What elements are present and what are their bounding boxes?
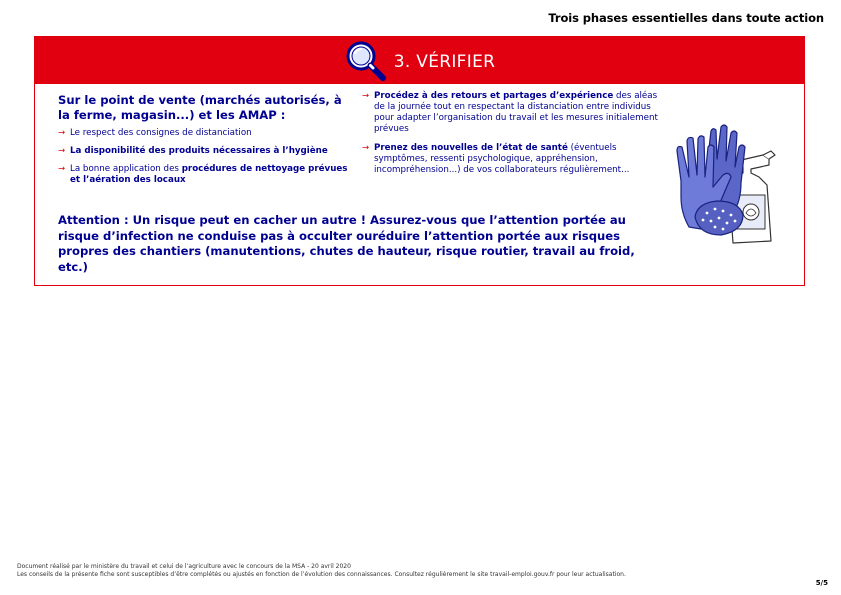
arrow-right-icon: → — [362, 143, 370, 153]
left-column — [58, 93, 348, 193]
footer-line: Document réalisé par le ministère du travail et celui de l’agriculture avec le concours de la MSA - 20 avril 2020 — [17, 563, 351, 570]
left-list — [58, 128, 348, 186]
item-text: La bonne application des — [70, 164, 182, 174]
verify-card — [34, 36, 805, 286]
arrow-right-icon: → — [58, 128, 66, 138]
list-item — [58, 146, 348, 157]
magnifier-icon — [344, 39, 388, 83]
footer-notes — [17, 563, 626, 578]
list-item — [58, 164, 348, 186]
list-item — [58, 128, 348, 139]
right-column — [362, 91, 662, 184]
item-text: (éventuels symptômes, ressenti psychologique, appréhension, incompréhension...) de vos collaborateurs régulièrement... — [374, 143, 630, 175]
list-item — [362, 143, 662, 176]
page-title: Trois phases essentielles dans toute action — [548, 11, 824, 25]
footer-line: Les conseils de la présente fiche sont susceptibles d’être complétés ou ajustés en fonction de l’évolution des connaissances. Consultez régulièrement le site travail-emploi.gouv.fr pour leur actualisation. — [17, 570, 626, 578]
item-text-bold: Procédez à des retours et partages d’expérience — [374, 91, 614, 101]
attention-note: Attention : Un risque peut en cacher un autre ! Assurez-vous que l’attention portée au risque d’infection ne conduise pas à occulter ouréduire l’attention portée aux risques propres des chantiers (manutentions, chutes de hauteur, risque routier, travail au froid, etc.) — [58, 213, 635, 274]
item-text: des aléas de la journée tout en respectant la distanciation entre individus pour adapter l’organisation du travail et les mesures initialement prévues — [374, 91, 658, 134]
right-list — [362, 91, 662, 176]
arrow-right-icon: → — [58, 164, 66, 174]
item-text-bold: Prenez des nouvelles de l’état de santé — [374, 143, 568, 153]
gloves-sponge-spray-icon — [667, 121, 779, 249]
arrow-right-icon: → — [362, 91, 370, 101]
item-text: Le respect des consignes de distanciation — [70, 128, 252, 138]
point-of-sale-heading: Sur le point de vente (marchés autorisés, à la ferme, magasin...) et les AMAP : — [58, 93, 342, 122]
arrow-right-icon: → — [58, 146, 66, 156]
list-item — [362, 91, 662, 135]
section-banner — [35, 37, 804, 84]
page-number: 5/5 — [815, 579, 828, 587]
item-text-bold: La disponibilité des produits nécessaires à l’hygiène — [70, 146, 328, 156]
section-title: 3. VÉRIFIER — [393, 51, 496, 72]
item-text-bold: procédures de nettoyage prévues et l’aération des locaux — [70, 164, 348, 185]
